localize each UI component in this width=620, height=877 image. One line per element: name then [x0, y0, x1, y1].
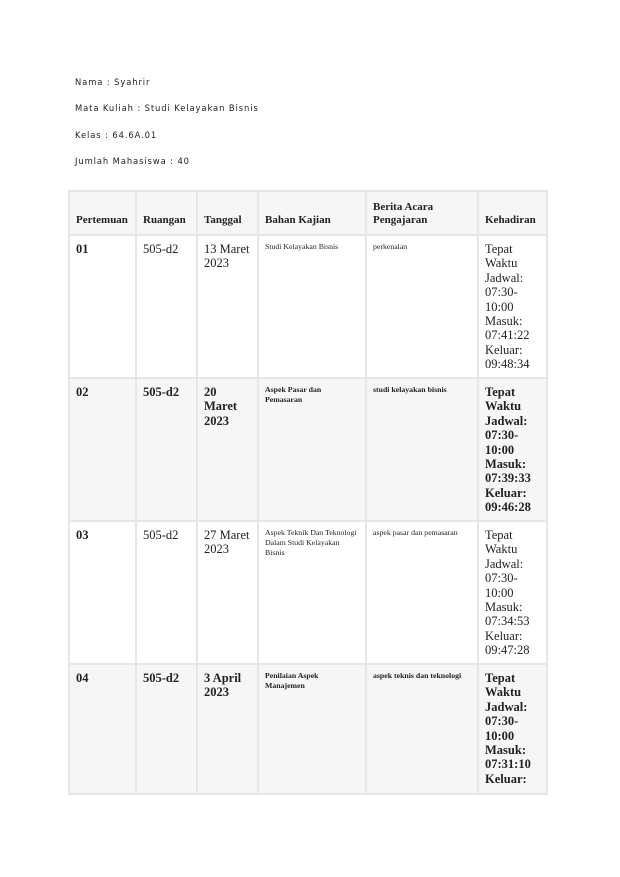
kehadiran-line: 07:34:53	[485, 614, 530, 629]
student-name: Nama : Syahrir	[75, 77, 151, 87]
cell-pertemuan: 01	[69, 235, 136, 378]
cell-kehadiran	[478, 378, 547, 521]
kehadiran-line: 10:00	[485, 299, 514, 314]
student-count: Jumlah Mahasiswa : 40	[75, 156, 190, 166]
header-berita-acara: Berita Acara Pengajaran	[366, 191, 478, 235]
kehadiran-line: 09:46:28	[485, 500, 531, 515]
table-row	[69, 378, 547, 521]
kehadiran-line: Masuk:	[485, 600, 523, 615]
cell-kehadiran	[478, 235, 547, 378]
kehadiran-line: Jadwal:	[485, 556, 524, 571]
table-header-row	[69, 191, 547, 235]
kehadiran-line: Waktu	[485, 256, 518, 271]
kehadiran-line: 07:39:33	[485, 471, 531, 486]
cell-berita-acara: aspek pasar dan pemasaran	[366, 521, 478, 664]
cell-tanggal: 20 Maret 2023	[197, 378, 258, 521]
kehadiran-line: Waktu	[485, 542, 518, 557]
kehadiran-line: Keluar:	[485, 628, 523, 643]
cell-tanggal: 3 April 2023	[197, 664, 258, 794]
kehadiran-line: 07:31:10	[485, 757, 531, 772]
kehadiran-line: 07:30-	[485, 571, 518, 586]
cell-pertemuan: 04	[69, 664, 136, 794]
kehadiran-line: Keluar:	[485, 771, 527, 786]
cell-bahan-kajian: Studi Kelayakan Bisnis	[258, 235, 366, 378]
kehadiran-line: Masuk:	[485, 743, 526, 758]
attendance-table	[68, 190, 548, 795]
cell-berita-acara: studi kelayakan bisnis	[366, 378, 478, 521]
kehadiran-line: 09:48:34	[485, 357, 530, 372]
kehadiran-line: Keluar:	[485, 485, 527, 500]
kehadiran-line: 07:30-	[485, 714, 519, 729]
cell-bahan-kajian: Aspek Teknik Dan Teknologi Dalam Studi Kelayakan Bisnis	[258, 521, 366, 664]
kehadiran-line: Jadwal:	[485, 270, 524, 285]
kehadiran-line: Tepat	[485, 385, 516, 399]
kehadiran-line: Tepat	[485, 671, 516, 685]
table-row	[69, 521, 547, 664]
kehadiran-line: Waktu	[485, 685, 522, 700]
kehadiran-line: 07:30-	[485, 428, 519, 443]
kehadiran-line: 10:00	[485, 728, 515, 743]
cell-kehadiran	[478, 664, 547, 794]
class-code: Kelas : 64.6A.01	[75, 130, 158, 140]
kehadiran-line: Masuk:	[485, 314, 523, 329]
header-pertemuan: Pertemuan	[69, 191, 136, 235]
kehadiran-line: 10:00	[485, 442, 515, 457]
course-name: Mata Kuliah : Studi Kelayakan Bisnis	[75, 103, 259, 113]
table-row	[69, 664, 547, 794]
header-bahan-kajian: Bahan Kajian	[258, 191, 366, 235]
cell-berita-acara: aspek teknis dan teknologi	[366, 664, 478, 794]
kehadiran-line: Jadwal:	[485, 699, 528, 714]
table-row	[69, 235, 547, 378]
kehadiran-line: Tepat	[485, 528, 513, 542]
cell-bahan-kajian: Aspek Pasar dan Pemasaran	[258, 378, 366, 521]
kehadiran-line: 09:47:28	[485, 643, 530, 658]
header-kehadiran: Kehadiran	[478, 191, 547, 235]
kehadiran-line: Jadwal:	[485, 413, 528, 428]
cell-tanggal: 27 Maret 2023	[197, 521, 258, 664]
header-ruangan: Ruangan	[136, 191, 197, 235]
cell-ruangan: 505-d2	[136, 664, 197, 794]
kehadiran-line: Keluar:	[485, 342, 523, 357]
kehadiran-line: Tepat	[485, 242, 513, 256]
cell-berita-acara: perkenalan	[366, 235, 478, 378]
cell-tanggal: 13 Maret 2023	[197, 235, 258, 378]
kehadiran-line: 10:00	[485, 585, 514, 600]
cell-kehadiran	[478, 521, 547, 664]
kehadiran-line: Masuk:	[485, 457, 526, 472]
cell-ruangan: 505-d2	[136, 521, 197, 664]
kehadiran-line: Waktu	[485, 399, 522, 414]
cell-ruangan: 505-d2	[136, 378, 197, 521]
cell-pertemuan: 03	[69, 521, 136, 664]
cell-pertemuan: 02	[69, 378, 136, 521]
cell-bahan-kajian: Penilaian Aspek Manajemen	[258, 664, 366, 794]
header-tanggal: Tanggal	[197, 191, 258, 235]
cell-ruangan: 505-d2	[136, 235, 197, 378]
kehadiran-line: 07:30-	[485, 285, 518, 300]
kehadiran-line: 07:41:22	[485, 328, 530, 343]
